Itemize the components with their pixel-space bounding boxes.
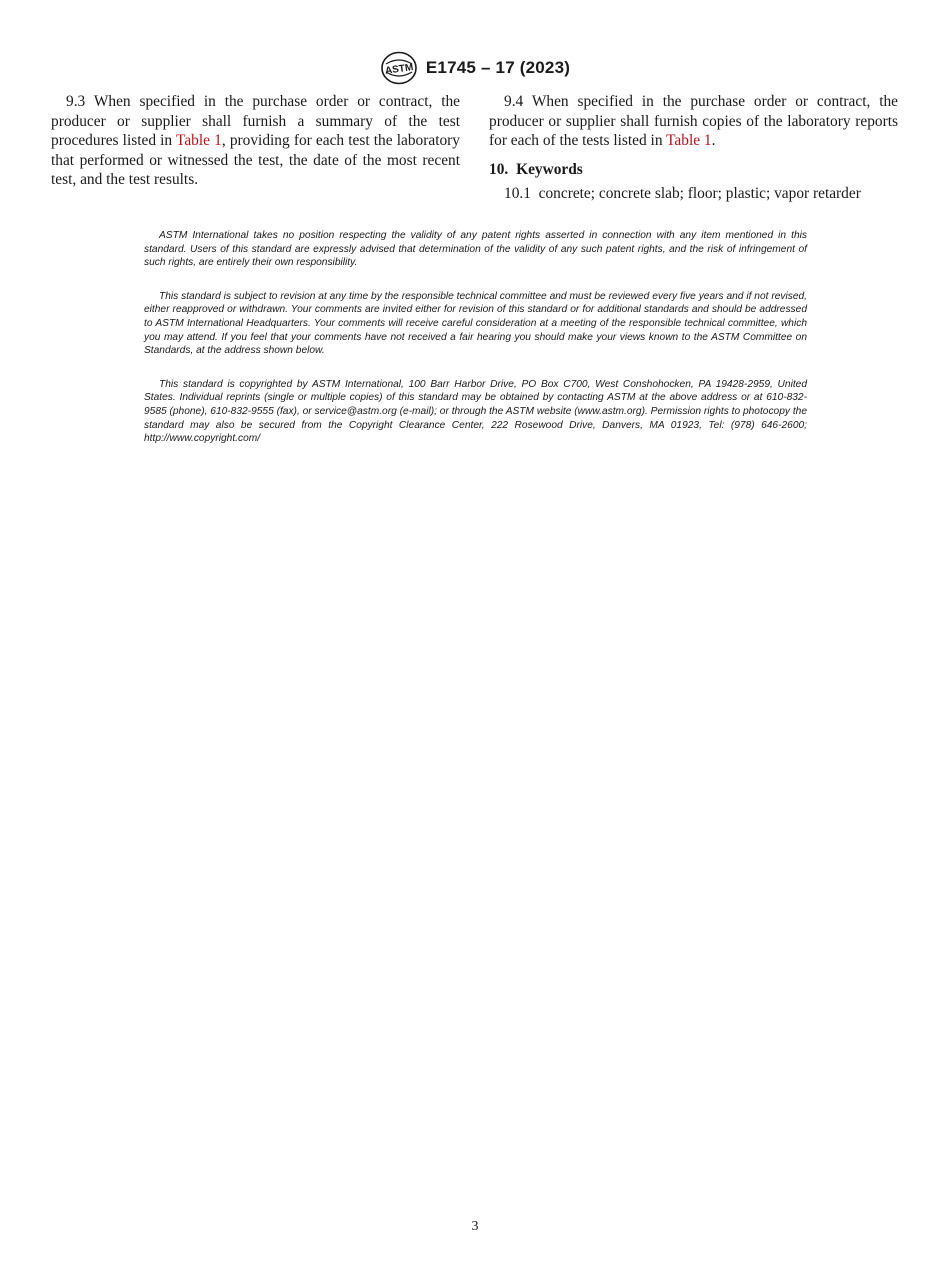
revision-notice: This standard is subject to revision at any time by the responsible technical committee and must be reviewed every five years and if not revised, either reapproved or withdrawn. Your comments are invited either for revision of this standard or for additional standards and should be addressed to ASTM International Headquarters. Your comments will receive careful consideration at a meeting of the responsible technical committee, which you may attend. If you feel that your comments have not received a fair hearing you should make your views known to the ASTM Committee on Standards, at the address shown below. (144, 290, 807, 357)
copyright-notice: This standard is copyrighted by ASTM International, 100 Barr Harbor Drive, PO Box C700, West Conshohocken, PA 19428-2959, United States. Individual reprints (single or multiple copies) of this standard may be obtained by contacting ASTM at the above address or at 610-832-9585 (phone), 610-832-9555 (fax), or service@astm.org (e-mail); or through the ASTM website (www.astm.org). Permission rights to photocopy the standard may also be secured from the Copyright Clearance Center, 222 Rosewood Drive, Danvers, MA 01923, Tel: (978) 646-2600; http://www.copyright.com/ (144, 378, 807, 445)
paragraph-9-4 (489, 92, 898, 151)
paragraph-number: 9.3 (66, 93, 86, 110)
page-number: 3 (471, 1219, 479, 1234)
paragraph-9-3 (51, 92, 460, 190)
section-number: 10. (489, 160, 509, 178)
section-10-heading (489, 160, 898, 180)
legal-notices (144, 229, 807, 466)
right-column (489, 92, 898, 204)
table-1-link[interactable]: Table 1 (666, 132, 712, 149)
paragraph-text: . (711, 132, 716, 149)
keywords-text: concrete; concrete slab; floor; plastic; vapor retarder (538, 185, 861, 202)
paragraph-text: , providing for each test the laboratory that performed or witnessed the test, the date of the most recent test, and the test results. (51, 132, 460, 188)
paragraph-number: 10.1 (504, 185, 531, 202)
left-column (51, 92, 460, 190)
page-header (0, 50, 950, 86)
paragraph-text: When specified in the purchase order or contract, the producer or supplier shall furnish copies of the laboratory reports for each of the tests listed in (489, 93, 898, 149)
table-1-link[interactable]: Table 1 (176, 132, 222, 149)
section-title: Keywords (516, 160, 583, 178)
paragraph-text: When specified in the purchase order or contract, the producer or supplier shall furnish a summary of the test procedures listed in (51, 93, 460, 149)
astm-logo-icon (380, 51, 418, 85)
standard-designation: E1745 – 17 (2023) (425, 58, 571, 77)
astm-logo-text: ASTM (384, 62, 414, 77)
paragraph-10-1 (489, 184, 898, 204)
patent-notice: ASTM International takes no position respecting the validity of any patent rights asserted in connection with any item mentioned in this standard. Users of this standard are expressly advised that determination of the validity of any such patent rights, and the risk of infringement of such rights, are entirely their own responsibility. (144, 230, 807, 269)
paragraph-number: 9.4 (504, 93, 524, 110)
